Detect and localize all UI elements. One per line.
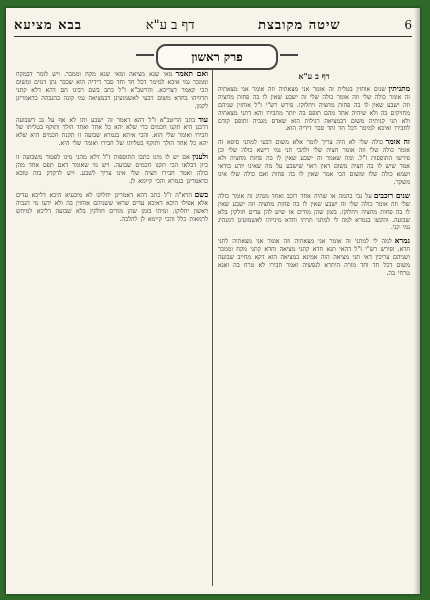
- section-text: מאי שנא מציאה ומאי שנא מקח וממכר. ויש לומר דבמקח וממכר נמי איכא למימר דכל חד וחד סבר דידיה הוא שכבר נתן דמים ומשום הכי קאמר דצריכא. והרשב"א ז"ל כתב בשם רבינו תם דהא דלא קתני תרוויהו בחדא משום דבעי לאשמועינן דבמציאה נמי קונה בהגבהה כדאמרינן לקמן.: [16, 71, 208, 110]
- page-header: [14, 14, 412, 37]
- left-title: בבא מציעא: [14, 18, 83, 33]
- text-section: [16, 191, 208, 224]
- document-page: [6, 8, 420, 594]
- section-heading: גמרא: [394, 236, 410, 246]
- section-heading: מתניתין: [388, 83, 410, 93]
- section-text: הרא"ה ז"ל כתב דהא דאמרינן יחלוקו לא מיבעיא היכא דליכא עדים אלא אפילו היכא דאיכא עדים שראו ששניהם אוחזין בה ולא ידעו מי הגביה ראשון יחלוקו. ומיהו בזמן שהן מודים חולקין בלא שבועה דליכא למיחש לרמאות כלל והכי קיימא לן להלכה.: [16, 191, 208, 223]
- section-text: למה לי למתני זה אומר אני מצאתיה וזה אומר אני מצאתיה לתני חדא. ופירש רש"י ז"ל דהאי תנא חדא קתני מציאה וחדא קתני מקח וממכר ושניהם צריכין דאי תני מציאה הוה אמינא במציאה הוא דקא מחייב שבועה משום דכל חד וחד מורה היתרא לנפשיה ואמר חבירו לא טרח בה ואנא טרחי בה.: [218, 238, 410, 277]
- text-section: [16, 70, 208, 111]
- section-heading: עוד: [198, 114, 208, 124]
- section-text: כתב הריטב"א ז"ל דהא דאמר זה ישבע ותו לא אף על גב דשבועה דרבנן היא תקנו חכמים כדי שלא יהא כל אחד ואחד הולך ותוקף בטליתו של חבירו ואומר שלי הוא. והכי איתא בגמרא שבועה זו תקנת חכמים היא שלא יהא כל אחד הולך ותוקף בטליתו של חבירו ואומר שלי היא.: [16, 116, 208, 148]
- text-section: [16, 116, 208, 149]
- column-tag: דף ב ע"א: [298, 71, 330, 81]
- left-column: [16, 70, 208, 586]
- right-title: שיטה מקובצת: [258, 18, 341, 33]
- text-section: [218, 237, 410, 278]
- page-edge-shadow: [414, 8, 420, 594]
- text-section: [218, 192, 410, 233]
- text-section: [218, 138, 410, 186]
- section-heading: ואם תאמר: [175, 70, 208, 78]
- section-heading: זה אומר: [385, 137, 410, 147]
- section-heading: ולענין: [192, 152, 208, 162]
- section-text: שנים אוחזין בטלית זה אומר אני מצאתיה וזה אומר אני מצאתיה זה אומר כולה שלי וזה אומר כולה שלי זה ישבע שאין לו בה פחות מחציה וזה ישבע שאין לו בה פחות מחציה ויחלוקו. פירש רש"י ז"ל אוחזין שניהם מחזיקים בה ולא שיהיה אחד מהם תופס בה יותר מחבירו והא דתני מצאתיה ולא תני קניתיה משום דבמציאה רגילות הוא שאדם מגביה ותופס קודם לחבירו ואיכא למימר דכל חד וחד סבר דידיה הוא.: [218, 85, 410, 133]
- right-column: [218, 70, 410, 586]
- section-heading: שנים רוכבים: [373, 190, 410, 200]
- column-divider: [212, 70, 213, 586]
- page-number: 6: [404, 18, 412, 32]
- chapter-banner: פרק ראשון: [156, 44, 278, 70]
- section-heading: בשם: [194, 189, 208, 199]
- section-text: כולה שלי לא היה צריך לומר אלא משום דבעי למתני סיפא זה אומר כולה שלי וזה אומר חציה שלי ולהכי תני נמי רישא כולה שלי וכן פירשו התוספות ז"ל. ומה שאמר זה ישבע שאין לו בה פחות מחציה ולא אמר שיש לו בה חציה משום דאין ראוי שישבע על מה שאינו יודע בודאי ושמא כולה שלו ומשום הכי אמר שאין לו בה פחות ואם כולה שלו אינו משקר.: [218, 139, 410, 186]
- folio-label: דף ב ע"א: [145, 18, 195, 33]
- text-section: [16, 153, 208, 186]
- section-text: על גבי בהמה או שהיה אחד רוכב ואחד מנהיג זה אומר כולה שלי וזה אומר כולה שלי זה ישבע שאין לו בה פחות מחציה וזה ישבע שאין לו בה פחות מחציה ויחלוקו. בזמן שהן מודים או שיש להן עדים חולקין בלא שבועה. והקשו בגמרא למה לי למתני תרתי וחדא מינייהו לאשמועינן דמנהיג נמי קני.: [218, 192, 410, 232]
- text-section: [218, 85, 410, 133]
- section-text: אם יש לו מיגו כתבו התוספות ז"ל דלא מהני מיגו לפטור משבועה זו כיון דבלאו הכי תקנו חכמים שבועה. ויש מי שאומר דאם תפס אחד מהן כולה ואמר חבירו חציה שלי אינו צריך לשבע. ויש לדקדק בזה טובא כדאמרינן בגמרא והכי קיימא לן.: [16, 154, 208, 185]
